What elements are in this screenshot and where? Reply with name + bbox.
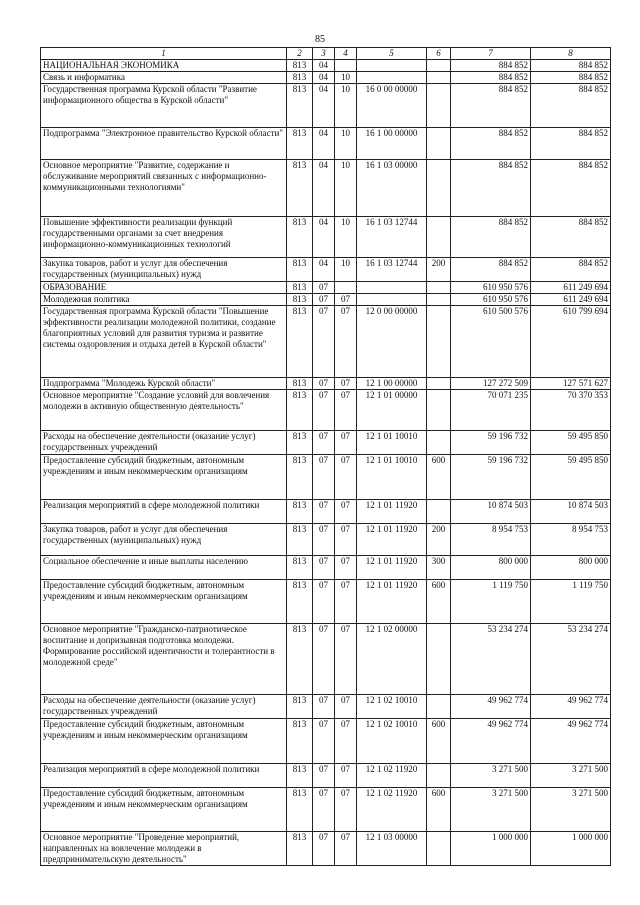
expense-type-code bbox=[427, 624, 451, 695]
subsection-code: 07 bbox=[335, 556, 357, 580]
target-article-code: 12 1 02 10010 bbox=[357, 695, 427, 719]
target-article-code: 12 1 02 11920 bbox=[357, 788, 427, 832]
page-number: 85 bbox=[315, 34, 325, 45]
amount-year-1: 3 271 500 bbox=[451, 788, 531, 832]
table-row bbox=[41, 258, 611, 282]
section-code: 04 bbox=[313, 72, 335, 84]
subsection-code: 07 bbox=[335, 580, 357, 624]
section-code: 07 bbox=[313, 282, 335, 294]
target-article-code: 12 1 01 00000 bbox=[357, 390, 427, 431]
section-code: 07 bbox=[313, 306, 335, 378]
ministry-code: 813 bbox=[287, 455, 313, 500]
row-name: Реализация мероприятий в сфере молодежной политики bbox=[41, 764, 287, 788]
ministry-code: 813 bbox=[287, 84, 313, 128]
subsection-code: 07 bbox=[335, 788, 357, 832]
amount-year-1: 884 852 bbox=[451, 84, 531, 128]
amount-year-1: 49 962 774 bbox=[451, 719, 531, 764]
amount-year-1: 70 071 235 bbox=[451, 390, 531, 431]
expense-type-code: 600 bbox=[427, 455, 451, 500]
subsection-code: 07 bbox=[335, 378, 357, 390]
target-article-code: 12 1 03 00000 bbox=[357, 832, 427, 866]
amount-year-2: 49 962 774 bbox=[531, 695, 611, 719]
row-name: Подпрограмма "Электронное правительство Курской области" bbox=[41, 128, 287, 160]
row-name: Закупка товаров, работ и услуг для обеспечения государственных (муниципальных) нужд bbox=[41, 258, 287, 282]
amount-year-1: 10 874 503 bbox=[451, 500, 531, 524]
ministry-code: 813 bbox=[287, 719, 313, 764]
ministry-code: 813 bbox=[287, 431, 313, 455]
row-name: Государственная программа Курской области "Развитие информационного общества в Курской области" bbox=[41, 84, 287, 128]
column-header: 4 bbox=[335, 48, 357, 60]
amount-year-2: 884 852 bbox=[531, 60, 611, 72]
table-row bbox=[41, 455, 611, 500]
subsection-code: 07 bbox=[335, 719, 357, 764]
row-name: НАЦИОНАЛЬНАЯ ЭКОНОМИКА bbox=[41, 60, 287, 72]
ministry-code: 813 bbox=[287, 60, 313, 72]
table-row bbox=[41, 217, 611, 258]
column-header: 2 bbox=[287, 48, 313, 60]
target-article-code: 16 1 03 12744 bbox=[357, 217, 427, 258]
amount-year-1: 610 500 576 bbox=[451, 306, 531, 378]
subsection-code: 07 bbox=[335, 624, 357, 695]
target-article-code: 16 1 03 12744 bbox=[357, 258, 427, 282]
column-header: 1 bbox=[41, 48, 287, 60]
ministry-code: 813 bbox=[287, 764, 313, 788]
table-row bbox=[41, 60, 611, 72]
amount-year-1: 53 234 274 bbox=[451, 624, 531, 695]
section-code: 07 bbox=[313, 580, 335, 624]
row-name: Связь и информатика bbox=[41, 72, 287, 84]
subsection-code bbox=[335, 60, 357, 72]
row-name: Социальное обеспечение и иные выплаты населению bbox=[41, 556, 287, 580]
amount-year-2: 3 271 500 bbox=[531, 788, 611, 832]
section-code: 07 bbox=[313, 524, 335, 556]
table-row bbox=[41, 500, 611, 524]
subsection-code: 07 bbox=[335, 294, 357, 306]
expense-type-code bbox=[427, 282, 451, 294]
section-code: 04 bbox=[313, 217, 335, 258]
section-code: 04 bbox=[313, 128, 335, 160]
expense-type-code bbox=[427, 294, 451, 306]
row-name: Расходы на обеспечение деятельности (оказание услуг) государственных учреждений bbox=[41, 695, 287, 719]
amount-year-1: 59 196 732 bbox=[451, 431, 531, 455]
table-row bbox=[41, 160, 611, 217]
amount-year-2: 884 852 bbox=[531, 258, 611, 282]
section-code: 04 bbox=[313, 60, 335, 72]
section-code: 07 bbox=[313, 788, 335, 832]
ministry-code: 813 bbox=[287, 160, 313, 217]
section-code: 07 bbox=[313, 455, 335, 500]
amount-year-2: 3 271 500 bbox=[531, 764, 611, 788]
section-code: 07 bbox=[313, 431, 335, 455]
amount-year-1: 127 272 509 bbox=[451, 378, 531, 390]
row-name: Молодежная политика bbox=[41, 294, 287, 306]
row-name: Расходы на обеспечение деятельности (оказание услуг) государственных учреждений bbox=[41, 431, 287, 455]
expense-type-code bbox=[427, 378, 451, 390]
amount-year-1: 49 962 774 bbox=[451, 695, 531, 719]
row-name: Предоставление субсидий бюджетным, автономным учреждениям и иным некоммерческим организациям bbox=[41, 788, 287, 832]
ministry-code: 813 bbox=[287, 832, 313, 866]
row-name: Основное мероприятие "Проведение мероприятий, направленных на вовлечение молодежи в предпринимательскую деятельность" bbox=[41, 832, 287, 866]
target-article-code: 12 1 02 10010 bbox=[357, 719, 427, 764]
amount-year-1: 884 852 bbox=[451, 217, 531, 258]
expense-type-code: 600 bbox=[427, 580, 451, 624]
expense-type-code bbox=[427, 217, 451, 258]
amount-year-2: 610 799 694 bbox=[531, 306, 611, 378]
amount-year-1: 884 852 bbox=[451, 258, 531, 282]
amount-year-2: 70 370 353 bbox=[531, 390, 611, 431]
column-header: 6 bbox=[427, 48, 451, 60]
ministry-code: 813 bbox=[287, 258, 313, 282]
expense-type-code bbox=[427, 500, 451, 524]
amount-year-2: 611 249 694 bbox=[531, 282, 611, 294]
amount-year-1: 8 954 753 bbox=[451, 524, 531, 556]
target-article-code: 12 1 01 10010 bbox=[357, 431, 427, 455]
amount-year-2: 49 962 774 bbox=[531, 719, 611, 764]
amount-year-2: 884 852 bbox=[531, 72, 611, 84]
row-name: Подпрограмма "Молодежь Курской области" bbox=[41, 378, 287, 390]
row-name: Основное мероприятие "Создание условий для вовлечения молодежи в активную общественную деятельность" bbox=[41, 390, 287, 431]
subsection-code: 07 bbox=[335, 306, 357, 378]
subsection-code: 10 bbox=[335, 128, 357, 160]
expense-type-code bbox=[427, 390, 451, 431]
column-header: 7 bbox=[451, 48, 531, 60]
target-article-code: 16 1 03 00000 bbox=[357, 160, 427, 217]
ministry-code: 813 bbox=[287, 72, 313, 84]
target-article-code bbox=[357, 282, 427, 294]
target-article-code: 16 0 00 00000 bbox=[357, 84, 427, 128]
table-row bbox=[41, 282, 611, 294]
table-row bbox=[41, 84, 611, 128]
subsection-code: 10 bbox=[335, 72, 357, 84]
target-article-code: 12 1 01 10010 bbox=[357, 455, 427, 500]
column-header: 8 bbox=[531, 48, 611, 60]
ministry-code: 813 bbox=[287, 294, 313, 306]
ministry-code: 813 bbox=[287, 128, 313, 160]
table-row bbox=[41, 764, 611, 788]
table-row bbox=[41, 390, 611, 431]
expense-type-code bbox=[427, 431, 451, 455]
amount-year-1: 800 000 bbox=[451, 556, 531, 580]
ministry-code: 813 bbox=[287, 556, 313, 580]
amount-year-1: 884 852 bbox=[451, 72, 531, 84]
section-code: 04 bbox=[313, 84, 335, 128]
section-code: 07 bbox=[313, 294, 335, 306]
table-row bbox=[41, 524, 611, 556]
ministry-code: 813 bbox=[287, 390, 313, 431]
expense-type-code bbox=[427, 84, 451, 128]
amount-year-1: 884 852 bbox=[451, 60, 531, 72]
amount-year-1: 884 852 bbox=[451, 128, 531, 160]
target-article-code bbox=[357, 294, 427, 306]
column-header: 5 bbox=[357, 48, 427, 60]
section-code: 07 bbox=[313, 624, 335, 695]
amount-year-2: 611 249 694 bbox=[531, 294, 611, 306]
expense-type-code bbox=[427, 764, 451, 788]
table-row bbox=[41, 695, 611, 719]
amount-year-2: 884 852 bbox=[531, 160, 611, 217]
amount-year-1: 610 950 576 bbox=[451, 294, 531, 306]
row-name: Закупка товаров, работ и услуг для обеспечения государственных (муниципальных) нужд bbox=[41, 524, 287, 556]
section-code: 07 bbox=[313, 719, 335, 764]
table-row bbox=[41, 294, 611, 306]
expense-type-code: 600 bbox=[427, 788, 451, 832]
expense-type-code bbox=[427, 60, 451, 72]
subsection-code: 10 bbox=[335, 160, 357, 217]
ministry-code: 813 bbox=[287, 580, 313, 624]
section-code: 07 bbox=[313, 832, 335, 866]
target-article-code: 12 0 00 00000 bbox=[357, 306, 427, 378]
amount-year-1: 610 950 576 bbox=[451, 282, 531, 294]
amount-year-2: 10 874 503 bbox=[531, 500, 611, 524]
subsection-code: 07 bbox=[335, 832, 357, 866]
row-name: Реализация мероприятий в сфере молодежной политики bbox=[41, 500, 287, 524]
ministry-code: 813 bbox=[287, 282, 313, 294]
budget-table bbox=[40, 47, 611, 866]
target-article-code: 12 1 01 11920 bbox=[357, 524, 427, 556]
subsection-code: 10 bbox=[335, 258, 357, 282]
amount-year-2: 59 495 850 bbox=[531, 455, 611, 500]
table-row bbox=[41, 306, 611, 378]
table-row bbox=[41, 832, 611, 866]
subsection-code: 07 bbox=[335, 764, 357, 788]
amount-year-2: 884 852 bbox=[531, 128, 611, 160]
section-code: 07 bbox=[313, 695, 335, 719]
ministry-code: 813 bbox=[287, 524, 313, 556]
target-article-code bbox=[357, 72, 427, 84]
expense-type-code: 600 bbox=[427, 719, 451, 764]
subsection-code: 07 bbox=[335, 695, 357, 719]
ministry-code: 813 bbox=[287, 306, 313, 378]
amount-year-2: 1 119 750 bbox=[531, 580, 611, 624]
amount-year-2: 800 000 bbox=[531, 556, 611, 580]
table-row bbox=[41, 580, 611, 624]
row-name: ОБРАЗОВАНИЕ bbox=[41, 282, 287, 294]
amount-year-2: 127 571 627 bbox=[531, 378, 611, 390]
table-row bbox=[41, 556, 611, 580]
subsection-code: 07 bbox=[335, 455, 357, 500]
expense-type-code bbox=[427, 160, 451, 217]
target-article-code: 12 1 01 11920 bbox=[357, 556, 427, 580]
table-row bbox=[41, 431, 611, 455]
subsection-code: 07 bbox=[335, 500, 357, 524]
target-article-code: 12 1 01 11920 bbox=[357, 500, 427, 524]
row-name: Предоставление субсидий бюджетным, автономным учреждениям и иным некоммерческим организациям bbox=[41, 719, 287, 764]
row-name: Государственная программа Курской области "Повышение эффективности реализации молодежной политики, создание благоприятных условий для развития туризма и развитие системы оздоровления и отдыха детей в Курской области" bbox=[41, 306, 287, 378]
expense-type-code bbox=[427, 832, 451, 866]
row-name: Предоставление субсидий бюджетным, автономным учреждениям и иным некоммерческим организациям bbox=[41, 455, 287, 500]
subsection-code: 10 bbox=[335, 217, 357, 258]
table-row bbox=[41, 624, 611, 695]
amount-year-2: 1 000 000 bbox=[531, 832, 611, 866]
ministry-code: 813 bbox=[287, 788, 313, 832]
amount-year-2: 59 495 850 bbox=[531, 431, 611, 455]
amount-year-2: 884 852 bbox=[531, 84, 611, 128]
amount-year-2: 53 234 274 bbox=[531, 624, 611, 695]
section-code: 07 bbox=[313, 500, 335, 524]
row-name: Основное мероприятие "Развитие, содержание и обслуживание мероприятий связанных с информационно-коммуникационными технологиями" bbox=[41, 160, 287, 217]
section-code: 07 bbox=[313, 764, 335, 788]
table-row bbox=[41, 378, 611, 390]
expense-type-code: 300 bbox=[427, 556, 451, 580]
target-article-code: 12 1 02 00000 bbox=[357, 624, 427, 695]
amount-year-1: 1 119 750 bbox=[451, 580, 531, 624]
subsection-code: 07 bbox=[335, 390, 357, 431]
ministry-code: 813 bbox=[287, 378, 313, 390]
subsection-code: 10 bbox=[335, 84, 357, 128]
row-name: Основное мероприятие "Гражданско-патриотическое воспитание и допризывная подготовка молодежи. Формирование российской идентичности и толерантности в молодежной среде" bbox=[41, 624, 287, 695]
section-code: 04 bbox=[313, 258, 335, 282]
ministry-code: 813 bbox=[287, 500, 313, 524]
table-row bbox=[41, 72, 611, 84]
ministry-code: 813 bbox=[287, 624, 313, 695]
table-row bbox=[41, 719, 611, 764]
amount-year-2: 884 852 bbox=[531, 217, 611, 258]
expense-type-code bbox=[427, 72, 451, 84]
expense-type-code bbox=[427, 695, 451, 719]
table-row bbox=[41, 128, 611, 160]
ministry-code: 813 bbox=[287, 217, 313, 258]
column-header: 3 bbox=[313, 48, 335, 60]
subsection-code bbox=[335, 282, 357, 294]
amount-year-1: 3 271 500 bbox=[451, 764, 531, 788]
ministry-code: 813 bbox=[287, 695, 313, 719]
section-code: 04 bbox=[313, 160, 335, 217]
section-code: 07 bbox=[313, 556, 335, 580]
subsection-code: 07 bbox=[335, 431, 357, 455]
section-code: 07 bbox=[313, 390, 335, 431]
amount-year-1: 1 000 000 bbox=[451, 832, 531, 866]
row-name: Повышение эффективности реализации функций государственными органами за счет внедрения информационно-коммуникационных технологий bbox=[41, 217, 287, 258]
target-article-code bbox=[357, 60, 427, 72]
expense-type-code: 200 bbox=[427, 258, 451, 282]
amount-year-2: 8 954 753 bbox=[531, 524, 611, 556]
amount-year-1: 884 852 bbox=[451, 160, 531, 217]
section-code: 07 bbox=[313, 378, 335, 390]
header-row bbox=[41, 48, 611, 60]
expense-type-code: 200 bbox=[427, 524, 451, 556]
table-row bbox=[41, 788, 611, 832]
expense-type-code bbox=[427, 306, 451, 378]
target-article-code: 12 1 02 11920 bbox=[357, 764, 427, 788]
row-name: Предоставление субсидий бюджетным, автономным учреждениям и иным некоммерческим организациям bbox=[41, 580, 287, 624]
amount-year-1: 59 196 732 bbox=[451, 455, 531, 500]
subsection-code: 07 bbox=[335, 524, 357, 556]
target-article-code: 12 1 01 11920 bbox=[357, 580, 427, 624]
target-article-code: 12 1 00 00000 bbox=[357, 378, 427, 390]
target-article-code: 16 1 00 00000 bbox=[357, 128, 427, 160]
expense-type-code bbox=[427, 128, 451, 160]
